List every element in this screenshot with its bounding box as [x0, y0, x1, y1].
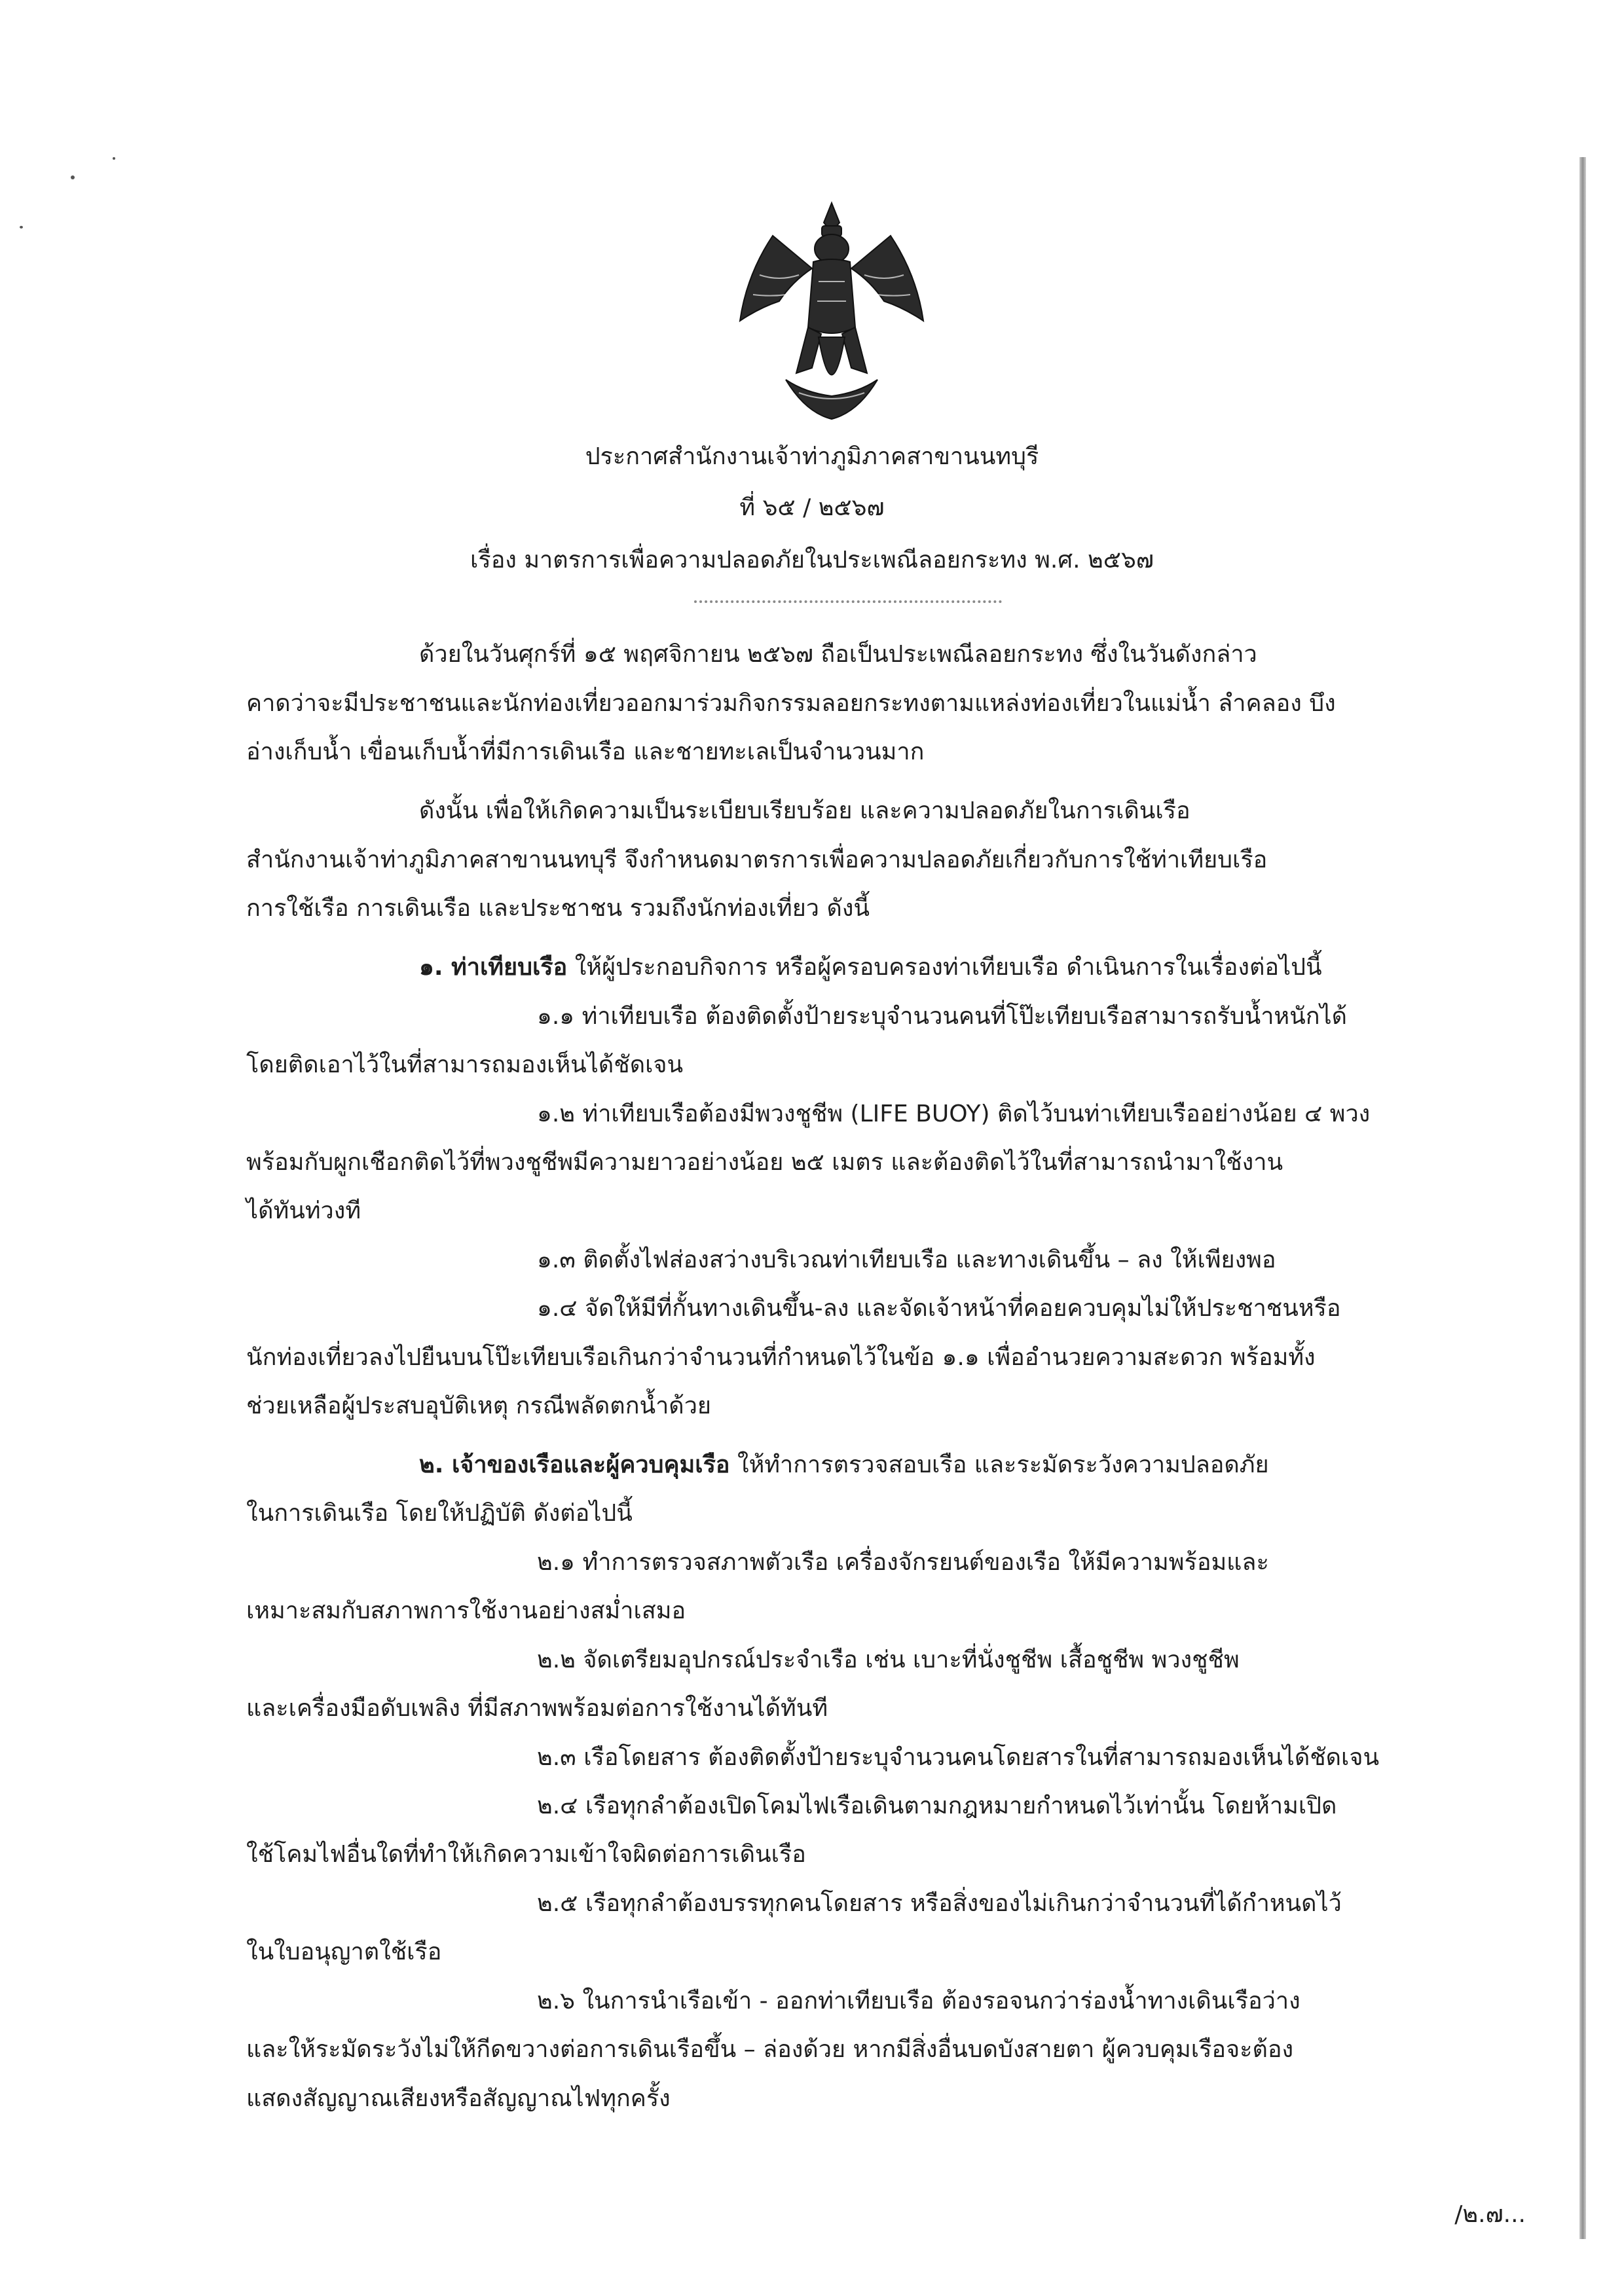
item-1-3-line: ๑.๓ ติดตั้งไฟส่องสว่างบริเวณท่าเทียบเรือ และทางเดินขึ้น – ลง ให้เพียงพอ	[537, 1247, 1276, 1273]
item-1-2-line: พร้อมกับผูกเชือกติดไว้ที่พวงชูชีพมีความยาวอย่างน้อย ๒๕ เมตร และต้องติดไว้ในที่สามารถนำมาใช้งาน	[246, 1149, 1283, 1176]
section-1-heading	[419, 956, 1322, 979]
section-2-text: ให้ทำการตรวจสอบเรือ และระมัดระวังความปลอดภัย	[729, 1451, 1269, 1478]
scan-speck	[71, 175, 75, 179]
item-1-1-line: โดยติดเอาไว้ในที่สามารถมองเห็นได้ชัดเจน	[246, 1051, 684, 1078]
item-1-2-line: ๑.๒ ท่าเทียบเรือต้องมีพวงชูชีพ (LIFE BUOY) ติดไว้บนท่าเทียบเรืออย่างน้อย ๔ พวง	[537, 1101, 1371, 1127]
item-2-1-line: เหมาะสมกับสภาพการใช้งานอย่างสม่ำเสมอ	[246, 1597, 686, 1624]
scan-speck	[113, 157, 115, 160]
item-1-4-line: ๑.๔ จัดให้มีที่กั้นทางเดินขึ้น-ลง และจัดเจ้าหน้าที่คอยควบคุมไม่ให้ประชาชนหรือ	[537, 1295, 1341, 1322]
paragraph-2-line: การใช้เรือ การเดินเรือ และประชาชน รวมถึงนักท่องเที่ยว ดังนี้	[246, 895, 870, 922]
item-2-6-line: ๒.๖ ในการนำเรือเข้า - ออกท่าเทียบเรือ ต้องรอจนกว่าร่องน้ำทางเดินเรือว่าง	[537, 1988, 1301, 2014]
page-continuation: /๒.๗...	[1454, 2201, 1526, 2228]
item-1-1-line: ๑.๑ ท่าเทียบเรือ ต้องติดตั้งป้ายระบุจำนวนคนที่โป๊ะเทียบเรือสามารถรับน้ำหนักได้	[537, 1003, 1348, 1030]
paragraph-1-line: ด้วยในวันศุกร์ที่ ๑๕ พฤศจิกายน ๒๕๖๗ ถือเป็นประเพณีลอยกระทง ซึ่งในวันดังกล่าว	[419, 641, 1257, 668]
item-1-4-line: ช่วยเหลือผู้ประสบอุบัติเหตุ กรณีพลัดตกน้ำด้วย	[246, 1393, 711, 1419]
item-2-4-line: ใช้โคมไฟอื่นใดที่ทำให้เกิดความเข้าใจผิดต่อการเดินเรือ	[246, 1841, 806, 1868]
section-2-heading	[419, 1453, 1269, 1477]
item-2-1-line: ๒.๑ ทำการตรวจสภาพตัวเรือ เครื่องจักรยนต์ของเรือ ให้มีความพร้อมและ	[537, 1549, 1269, 1576]
item-1-4-line: นักท่องเที่ยวลงไปยืนบนโป๊ะเทียบเรือเกินกว่าจำนวนที่กำหนดไว้ในข้อ ๑.๑ เพื่ออำนวยความสะดวก พร้อมทั้ง	[246, 1344, 1316, 1371]
item-2-5-line: ในใบอนุญาตใช้เรือ	[246, 1939, 442, 1965]
section-2-title: ๒. เจ้าของเรือและผู้ควบคุมเรือ	[419, 1451, 730, 1478]
item-2-6-line: และให้ระมัดระวังไม่ให้กีดขวางต่อการเดินเรือขึ้น – ล่องด้วย หากมีสิ่งอื่นบดบังสายตา ผู้ควบคุมเรือจะต้อง	[246, 2036, 1294, 2063]
item-2-2-line: ๒.๒ จัดเตรียมอุปกรณ์ประจำเรือ เช่น เบาะที่นั่งชูชีพ เสื้อชูชีพ พวงชูชีพ	[537, 1647, 1240, 1673]
announcement-subject: เรื่อง มาตรการเพื่อความปลอดภัยในประเพณีลอยกระทง พ.ศ. ๒๕๖๗	[470, 547, 1154, 574]
paragraph-1-line: อ่างเก็บน้ำ เขื่อนเก็บน้ำที่มีการเดินเรือ และชายทะเลเป็นจำนวนมาก	[246, 738, 925, 765]
item-2-3-line: ๒.๓ เรือโดยสาร ต้องติดตั้งป้ายระบุจำนวนคนโดยสารในที่สามารถมองเห็นได้ชัดเจน	[537, 1744, 1380, 1771]
scan-speck	[20, 226, 23, 228]
garuda-emblem	[733, 196, 930, 422]
paragraph-1-line: คาดว่าจะมีประชาชนและนักท่องเที่ยวออกมาร่วมกิจกรรมลอยกระทงตามแหล่งท่องเที่ยวในแม่น้ำ ลำคลอง บึง	[246, 690, 1336, 717]
section-2-line: ในการเดินเรือ โดยให้ปฏิบัติ ดังต่อไปนี้	[246, 1500, 633, 1527]
item-2-4-line: ๒.๔ เรือทุกลำต้องเปิดโคมไฟเรือเดินตามกฎหมายกำหนดไว้เท่านั้น โดยห้ามเปิด	[537, 1793, 1337, 1819]
item-2-5-line: ๒.๕ เรือทุกลำต้องบรรทุกคนโดยสาร หรือสิ่งของไม่เกินกว่าจำนวนที่ได้กำหนดไว้	[537, 1890, 1342, 1917]
item-2-6-line: แสดงสัญญาณเสียงหรือสัญญาณไฟทุกครั้ง	[246, 2085, 671, 2112]
item-1-2-line: ได้ทันท่วงที	[246, 1197, 361, 1224]
section-1-text: ให้ผู้ประกอบกิจการ หรือผู้ครอบครองท่าเทียบเรือ ดำเนินการในเรื่องต่อไปนี้	[567, 954, 1322, 981]
item-2-2-line: และเครื่องมือดับเพลิง ที่มีสภาพพร้อมต่อการใช้งานได้ทันที	[246, 1695, 828, 1722]
separator-dotted-line	[694, 600, 1002, 603]
announcement-agency: ประกาศสำนักงานเจ้าท่าภูมิภาคสาขานนทบุรี	[585, 443, 1039, 470]
section-1-title: ๑. ท่าเทียบเรือ	[419, 954, 568, 981]
paragraph-2-line: สำนักงานเจ้าท่าภูมิภาคสาขานนทบุรี จึงกำหนดมาตรการเพื่อความปลอดภัยเกี่ยวกับการใช้ท่าเทียบเรือ	[246, 847, 1268, 873]
announcement-number: ที่ ๖๕ / ๒๕๖๗	[739, 494, 885, 521]
paragraph-2-line: ดังนั้น เพื่อให้เกิดความเป็นระเบียบเรียบร้อย และความปลอดภัยในการเดินเรือ	[419, 797, 1190, 824]
